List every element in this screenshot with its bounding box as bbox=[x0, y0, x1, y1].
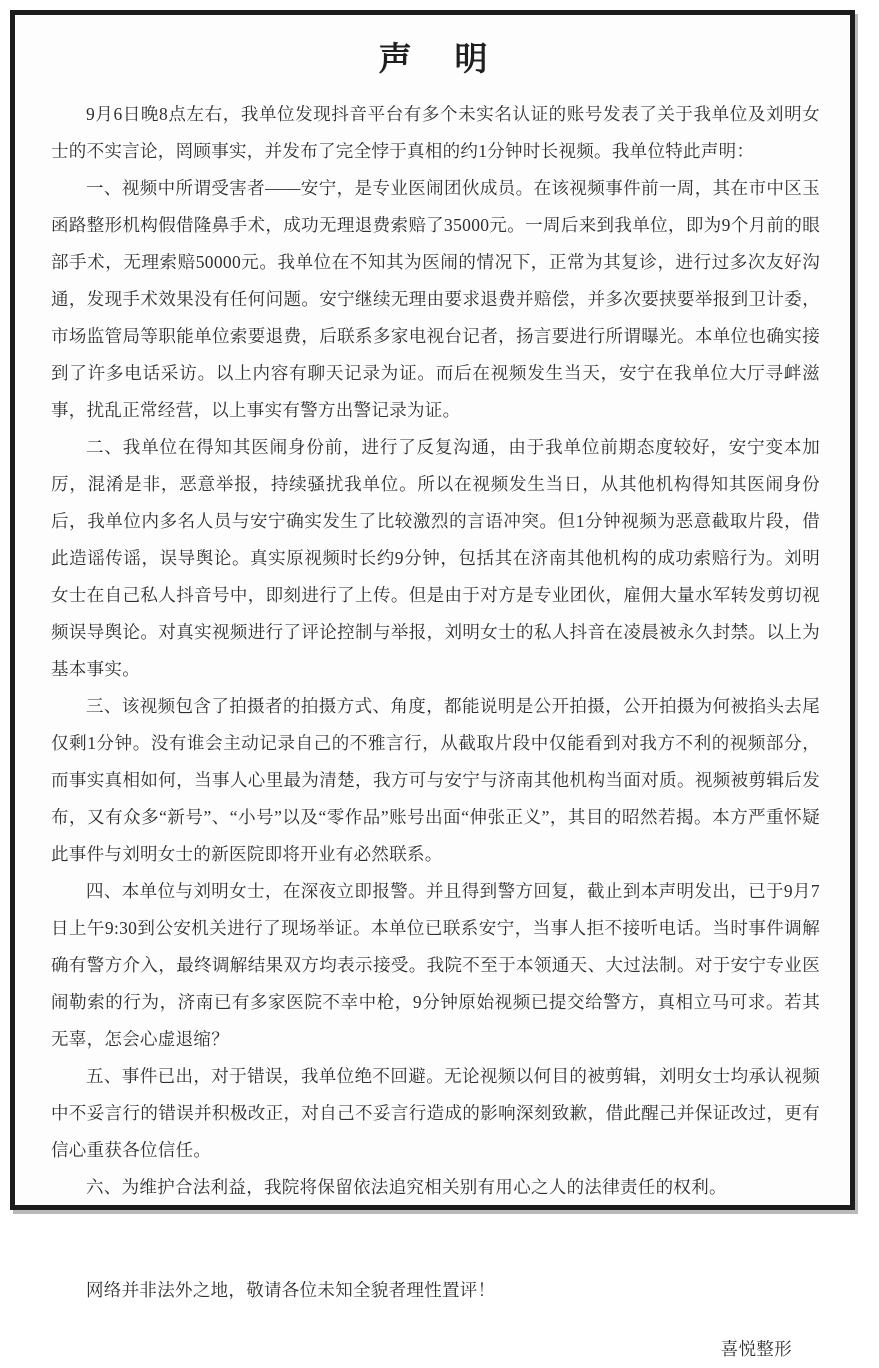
paragraph-6: 六、为维护合法利益，我院将保留依法追究相关别有用心之人的法律责任的权利。 bbox=[86, 1177, 727, 1197]
paragraph-4: 四、本单位与刘明女士，在深夜立即报警。并且得到警方回复，截止到本声明发出，已于9月7日上午9:30到公安机关进行了现场举证。本单位已联系安宁，当事人拒不接听电话。当时事件调解确有警方介入，最终调解结果双方均表示接受。我院不至于本领通天、大过法制。对于安宁专业医闹勒索的行为，济南已有多家医院不幸中枪，9分钟原始视频已提交给警方，真相立马可求。若其无辜，怎会心虚退缩？ bbox=[51, 881, 820, 1049]
signature: 喜悦整形 bbox=[720, 1339, 792, 1359]
statement-body bbox=[51, 96, 820, 1368]
paragraph-2: 二、我单位在得知其医闹身份前，进行了反复沟通，由于我单位前期态度较好，安宁变本加厉，混淆是非，恶意举报，持续骚扰我单位。所以在视频发生当日，从其他机构得知其医闹身份后，我单位内多名人员与安宁确实发生了比较激烈的言语冲突。但1分钟视频为恶意截取片段，借此造谣传谣，误导舆论。真实原视频时长约9分钟，包括其在济南其他机构的成功索赔行为。刘明女士在自己私人抖音号中，即刻进行了上传。但是由于对方是专业团伙，雇佣大量水军转发剪切视频误导舆论。对真实视频进行了评论控制与举报，刘明女士的私人抖音在凌晨被永久封禁。以上为基本事实。 bbox=[51, 437, 820, 679]
closing-remark: 网络并非法外之地，敬请各位未知全貌者理性置评！ bbox=[86, 1280, 496, 1300]
paragraph-5: 五、事件已出，对于错误，我单位绝不回避。无论视频以何目的被剪辑，刘明女士均承认视频中不妥言行的错误并积极改正，对自己不妥言行造成的影响深刻致歉，借此醒己并保证改过，更有信心重获各位信任。 bbox=[51, 1066, 820, 1160]
page-title: 声 明 bbox=[378, 42, 493, 78]
intro-paragraph: 9月6日晚8点左右，我单位发现抖音平台有多个未实名认证的账号发表了关于我单位及刘明女士的不实言论，罔顾事实，并发布了完全悖于真相的约1分钟时长视频。我单位特此声明： bbox=[51, 104, 820, 161]
paragraph-1: 一、视频中所谓受害者——安宁，是专业医闹团伙成员。在该视频事件前一周，其在市中区玉函路整形机构假借隆鼻手术，成功无理退费索赔了35000元。一周后来到我单位，即为9个月前的眼部手术，无理索赔50000元。我单位在不知其为医闹的情况下，正常为其复诊，进行过多次友好沟通，发现手术效果没有任何问题。安宁继续无理由要求退费并赔偿，并多次要挟要举报到卫计委，市场监管局等职能单位索要退费，后联系多家电视台记者，扬言要进行所谓曝光。本单位也确实接到了许多电话采访。以上内容有聊天记录为证。而后在视频发生当天，安宁在我单位大厅寻衅滋事，扰乱正常经营，以上事实有警方出警记录为证。 bbox=[51, 178, 820, 420]
document-border-frame bbox=[10, 10, 855, 1359]
paragraph-3: 三、该视频包含了拍摄者的拍摄方式、角度，都能说明是公开拍摄，公开拍摄为何被掐头去尾仅剩1分钟。没有谁会主动记录自己的不雅言行，从截取片段中仅能看到对我方不利的视频部分，而事实真相如何，当事人心里最为清楚，我方可与安宁与济南其他机构当面对质。视频被剪辑后发布，又有众多“新号”、“小号”以及“零作品”账号出面“伸张正义”，其目的昭然若揭。本方严重怀疑此事件与刘明女士的新医院即将开业有必然联系。 bbox=[51, 696, 820, 864]
